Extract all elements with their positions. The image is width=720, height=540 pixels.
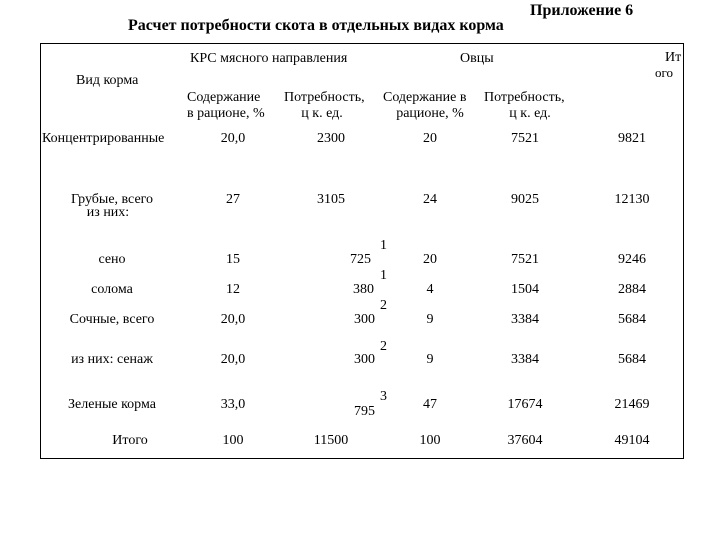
row-feed-name-sub: из них:	[86, 205, 130, 220]
row-feed-name: Грубые, всего	[70, 192, 154, 207]
cell-total: 21469	[614, 397, 650, 412]
row-feed-name: Итого	[112, 433, 148, 448]
header-feed-type: Вид корма	[76, 73, 139, 88]
cell-sheep-percent: 9	[426, 312, 434, 327]
cell-krs-need: 11500	[313, 433, 349, 448]
cell-sheep-need: 7521	[511, 131, 539, 146]
header-krs-need-1: Потребность,	[284, 90, 365, 105]
cell-krs-mark: 2	[380, 298, 387, 313]
cell-krs-need: 2300	[317, 131, 345, 146]
header-sheep-content-2: рационе, %	[396, 106, 464, 121]
cell-total: 5684	[618, 352, 646, 367]
cell-sheep-percent: 24	[423, 192, 437, 207]
row-feed-name: Концентрированные	[42, 131, 165, 146]
cell-krs-need: 300	[354, 352, 375, 367]
header-sheep-need-1: Потребность,	[484, 90, 565, 105]
cell-krs-percent: 27	[226, 192, 240, 207]
cell-krs-need: 3105	[317, 192, 345, 207]
cell-total: 9821	[618, 131, 646, 146]
cell-krs-mark: 3	[380, 389, 387, 404]
cell-krs-need: 300	[354, 312, 375, 327]
cell-krs-need: 795	[354, 404, 375, 419]
cell-total: 9246	[618, 252, 646, 267]
cell-krs-percent: 100	[222, 433, 244, 448]
cell-krs-percent: 12	[226, 282, 240, 297]
cell-total: 49104	[614, 433, 650, 448]
cell-sheep-percent: 47	[423, 397, 437, 412]
header-sheep-content-1: Содержание в	[383, 90, 467, 105]
cell-total: 5684	[618, 312, 646, 327]
cell-krs-mark: 1	[380, 238, 387, 253]
cell-krs-need: 380	[353, 282, 374, 297]
header-krs-need-2: ц к. ед.	[301, 106, 343, 121]
row-feed-name: сено	[98, 252, 126, 267]
cell-sheep-need: 37604	[507, 433, 543, 448]
cell-krs-mark: 1	[380, 268, 387, 283]
cell-sheep-percent: 9	[426, 352, 434, 367]
cell-sheep-percent: 100	[419, 433, 441, 448]
cell-sheep-need: 3384	[511, 312, 539, 327]
row-feed-name: Сочные, всего	[69, 312, 155, 327]
cell-sheep-percent: 20	[423, 131, 437, 146]
header-krs-content-2: в рационе, %	[187, 106, 265, 121]
cell-total: 12130	[614, 192, 650, 207]
cell-krs-mark: 2	[380, 339, 387, 354]
cell-sheep-need: 9025	[511, 192, 539, 207]
cell-krs-percent: 20,0	[220, 312, 246, 327]
cell-krs-percent: 15	[226, 252, 240, 267]
header-krs-content-1: Содержание	[187, 90, 261, 105]
cell-krs-percent: 20,0	[220, 131, 246, 146]
header-sheep: Овцы	[460, 51, 494, 66]
cell-sheep-percent: 4	[426, 282, 434, 297]
cell-sheep-need: 7521	[511, 252, 539, 267]
header-sheep-need-2: ц к. ед.	[509, 106, 551, 121]
cell-sheep-need: 17674	[507, 397, 543, 412]
cell-krs-need: 725	[350, 252, 371, 267]
page-title: Расчет потребности скота в отдельных видах корма	[128, 17, 504, 34]
cell-krs-percent: 20,0	[220, 352, 246, 367]
header-krs: КРС мясного направления	[190, 51, 348, 66]
row-feed-name: из них: сенаж	[71, 352, 153, 367]
header-total-part2: ого	[655, 65, 674, 80]
cell-total: 2884	[618, 282, 646, 297]
row-feed-name: Зеленые корма	[68, 397, 156, 412]
appendix-label: Приложение 6	[530, 2, 634, 19]
cell-sheep-need: 1504	[511, 282, 539, 297]
header-total-part1: Ит	[665, 50, 682, 65]
row-feed-name: солома	[91, 282, 133, 297]
cell-krs-percent: 33,0	[220, 397, 246, 412]
cell-sheep-percent: 20	[423, 252, 437, 267]
cell-sheep-need: 3384	[511, 352, 539, 367]
